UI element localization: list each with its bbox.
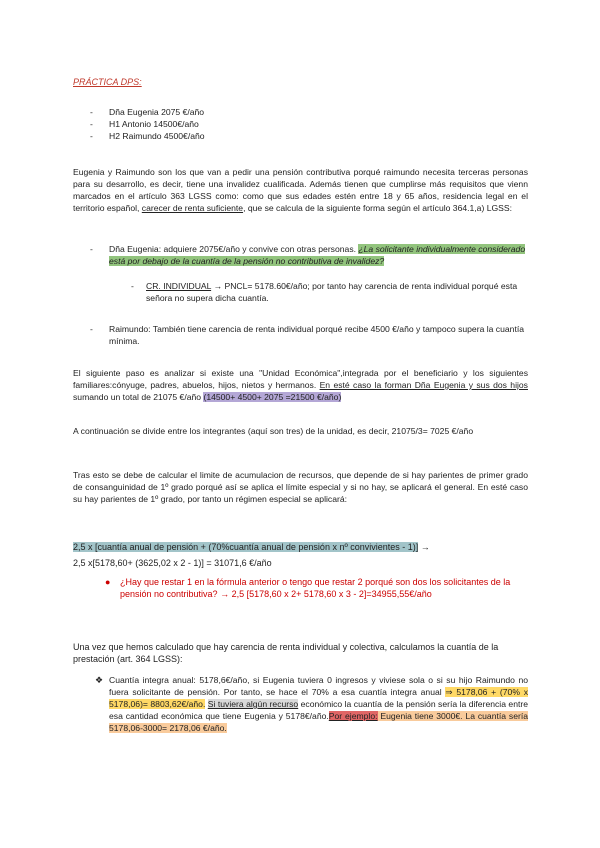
carencia-paragraph: Una vez que hemos calculado que hay carencia de renta individual y colectiva, calculamos la cuantía de la prestación (art. 364 LGSS):: [73, 642, 499, 664]
formula-result: 2,5 x[5178,60+ (3625,02 x 2 - 1)] = 31071,6 €/año: [73, 558, 272, 568]
member-antonio: - H1 Antonio 14500€/año: [73, 118, 528, 130]
formula-highlight: 2,5 x [cuantía anual de pensión + (70%cuantía anual de pensión x nº convivientes - 1)]: [73, 542, 419, 552]
recurso-highlight: Si tuviera algún recurso: [207, 699, 299, 709]
cr-individual-text: CR. INDIVIDUAL → PNCL= 5178.60€/año; por tanto hay carencia de renta individual porqué esta señora no supera dicha cuantía.: [146, 281, 518, 303]
member-raimundo: - H2 Raimundo 4500€/año: [73, 130, 528, 142]
cuantia-calc-highlight: ⇒ 5178,06 + (70% x 5178,06)= 8803,62€/año.: [109, 687, 528, 709]
eugenia-item: - Dña Eugenia: adquiere 2075€/año y convive con otras personas. ¿La solicitante individualmente considerado está por debajo de la cuantía de la pensión no contributiva de invalidez?: [73, 243, 528, 267]
intro-paragraph: Eugenia y Raimundo son los que van a pedir una pensión contributiva porqué raimundo necesita terceras personas para su desarrollo, es decir, tiene una invalidez cualificada. Además tienen que cumplirse más requisitos que vienn marcados en el artículo 363 LGSS como: como que sus edades estén entre 18 y 65 años, residencia legal en el territorio español, carecer de renta suficiente, que se calcula de la siguiente forma según el artículo 364.1,a) LGSS:: [73, 167, 528, 213]
diamond-bullet-icon: ❖: [95, 675, 104, 685]
members-list: [73, 106, 528, 142]
ejemplo-text-highlight: Eugenia tiene 3000€. La cuantía sería 5178,06-3000= 2178,06 €/año.: [109, 711, 529, 733]
limite-paragraph: Tras esto se debe de calcular el limite de acumulacion de recursos, que depende de si hay parientes de primer grado de consanguinidad de 1º grado porqué así se aplica el límite especial y si no hay, se aplicará el general. En esté caso su hay parientes de 1º grado, por tanto un régimen especial se aplicará:: [73, 470, 528, 504]
practice-title: PRÁCTICA DPS:: [73, 77, 142, 87]
question-text: ¿Hay que restar 1 en la fórmula anterior o tengo que restar 2 porqué son dos los solicitantes de la pensión no contributiva? → 2,5 [5178,60 x 2+ 5178,60 x 3 - 2]=34955,55€/año: [120, 577, 511, 599]
division-paragraph: A continuación se divide entre los integrantes (aquí son tres) de la unidad, es decir, 21075/3= 7025 €/año: [73, 426, 474, 436]
renta-suficiente-link: carecer de renta suficiente: [141, 203, 244, 213]
question-item: [73, 576, 528, 600]
raimundo-text: Raimundo: También tiene carencia de renta individual porqué recibe 4500 €/año y tampoco supera la cuantía mínima.: [109, 324, 524, 346]
sum-highlight: (14500+ 4500+ 2075 =21500 €/año): [203, 392, 342, 402]
member-eugenia: - Dña Eugenia 2075 €/año: [73, 106, 528, 118]
eugenia-question-highlight: ¿La solicitante individualmente considerado está por debajo de la cuantía de la pensión no contributiva de invalidez?: [109, 244, 526, 266]
ejemplo-highlight: Por ejemplo:: [328, 711, 378, 721]
formula-block: 2,5 x [cuantía anual de pensión + (70%cuantía anual de pensión x nº convivientes - 1)] → 2,5 x[5178,60+ (3625,02 x 2 - 1)] = 31071,6 €/año: [73, 541, 528, 569]
unidad-paragraph: El siguiente paso es analizar si existe una "Unidad Económica",integrada por el beneficiario y los siguientes familiares:cónyuge, padres, abuelos, hijos, nietos y hermanos. En esté caso la forman Dña Eugenia y sus dos hijos sumando un total de 21075 €/año (14500+ 4500+ 2075 =21500 €/año): [73, 368, 528, 402]
eugenia-text: Dña Eugenia: adquiere 2075€/año y convive con otras personas. ¿La solicitante individualmente considerado está por debajo de la cuantía de la pensión no contributiva de invalidez?: [109, 244, 526, 266]
raimundo-item: - Raimundo: También tiene carencia de renta individual porqué recibe 4500 €/año y tampoco supera la cuantía mínima.: [73, 323, 528, 347]
cuantia-text: Cuantía integra anual: 5178,6€/año, si Eugenia tuviera 0 ingresos y viviese sola o si su hijo Raimundo no fuera solicitante de pensión. Por tanto, se hace el 70% a esa cuantía integra anual ⇒ 5178,06 + (70% x 5178,06)= 8803,62€/año. Si tuviera algún recurso económico la cuantía de la pensión sería la diferencia entre esa cantidad económica que tiene Eugenia y 5178€/año.Por ejemplo: Eugenia tiene 3000€. La cuantía sería 5178,06-3000= 2178,06 €/año.: [109, 675, 529, 733]
cr-individual-item: - CR. INDIVIDUAL → PNCL= 5178.60€/año; por tanto hay carencia de renta individual porqué esta señora no supera dicha cuantía.: [73, 280, 528, 304]
cuantia-item: [73, 674, 528, 734]
bullet-icon: ●: [105, 577, 111, 587]
